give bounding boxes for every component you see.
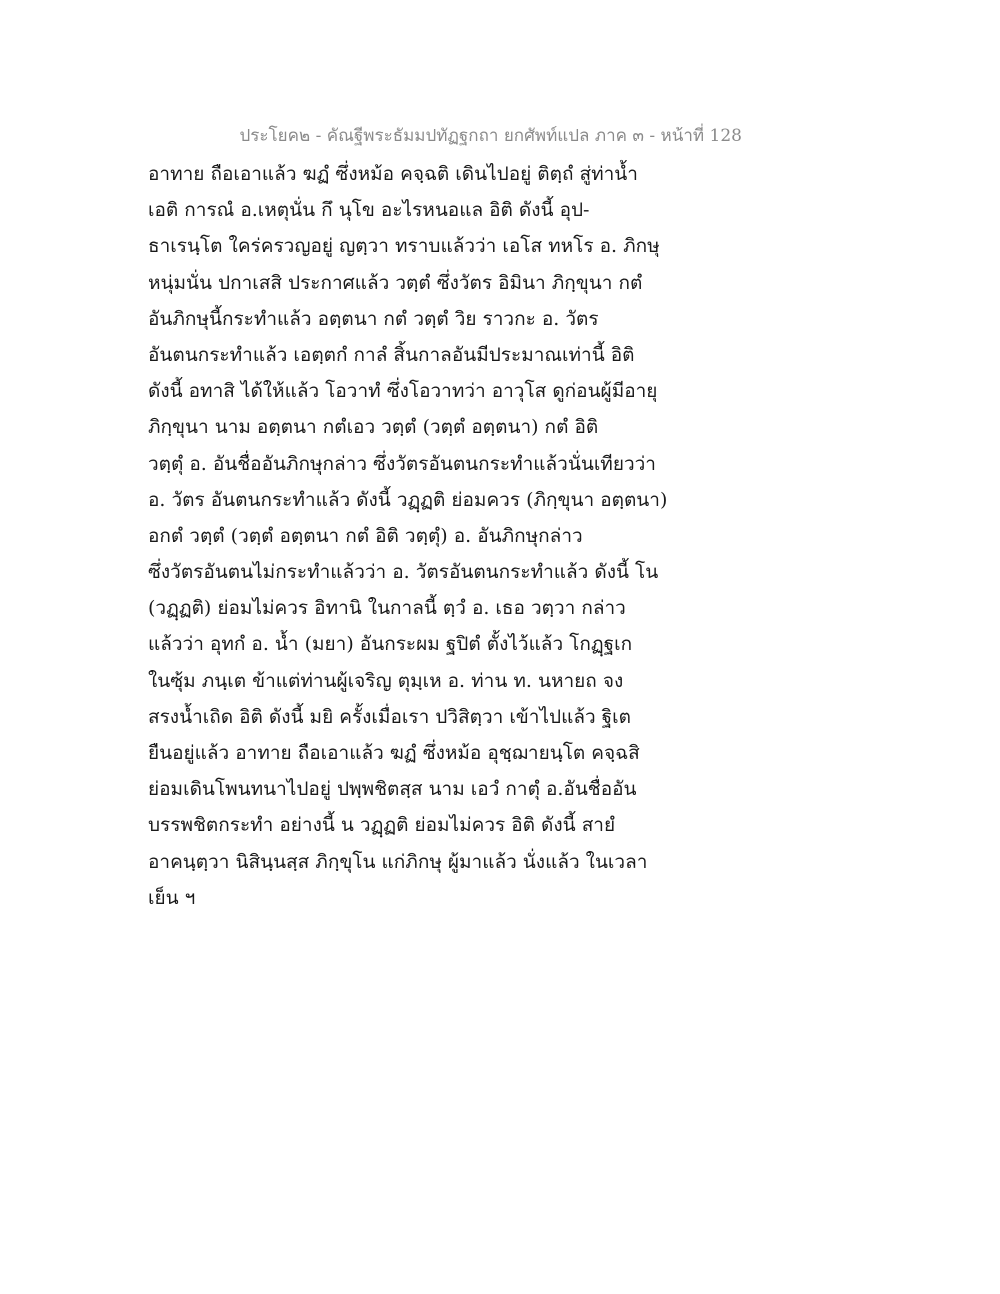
text-line: สรงน้ำเถิด อิติ ดังนี้ มยิ ครั้งเมื่อเรา ปวิสิตฺวา เข้าไปแล้ว ฐิเต [148, 705, 631, 728]
text-line: หนุ่มนั่น ปกาเสสิ ประกาศแล้ว วตฺตํ ซึ่งวัตร อิมินา ภิกฺขุนา กตํ [148, 271, 643, 294]
text-line: ดังนี้ อทาสิ ได้ให้แล้ว โอวาทํ ซึ่งโอวาทว่า อาวุโส ดูก่อนผู้มีอายุ [148, 380, 658, 403]
text-line: แล้วว่า อุทกํ อ. น้ำ (มยา) อันกระผม ฐปิตํ ตั้งไว้แล้ว โกฏฺฐเก [148, 633, 633, 656]
text-line: ย่อมเดินโพนทนาไปอยู่ ปพฺพชิตสฺส นาม เอวํ กาตุํ อ.อันชื่ออัน [148, 778, 637, 801]
text-line: ในซุ้ม ภนฺเต ข้าแต่ท่านผู้เจริญ ตุมฺเห อ. ท่าน ท. นหายถ จง [148, 669, 624, 692]
text-line: อันภิกษุนี้กระทำแล้ว อตฺตนา กตํ วตฺตํ วิย ราวกะ อ. วัตร [148, 307, 599, 330]
text-line: ธาเรนฺโต ใคร่ครวญอยู่ ญตฺวา ทราบแล้วว่า เอโส ทหโร อ. ภิกษุ [148, 235, 660, 258]
text-line: วตฺตุํ อ. อันชื่ออันภิกษุกล่าว ซึ่งวัตรอันตนกระทำแล้วนั่นเทียวว่า [148, 452, 656, 475]
text-line: อ. วัตร อันตนกระทำแล้ว ดังนี้ วฏฺฏติ ย่อมควร (ภิกฺขุนา อตฺตนา) [148, 488, 668, 511]
text-line: เอติ การณํ อ.เหตุนั่น กึ นุโข อะไรหนอแล อิติ ดังนี้ อุป- [148, 199, 590, 222]
text-line: บรรพชิตกระทำ อย่างนี้ น วฏฺฏติ ย่อมไม่ควร อิติ ดังนี้ สายํ [148, 814, 616, 837]
text-line: ซึ่งวัตรอันตนไม่กระทำแล้วว่า อ. วัตรอันตนกระทำแล้ว ดังนี้ โน [148, 561, 659, 584]
text-line: เย็น ฯ [148, 886, 196, 909]
text-line: ยืนอยู่แล้ว อาทาย ถือเอาแล้ว ฆฏํ ซึ่งหม้อ อุชฺฌายนฺโต คจฺฉสิ [148, 742, 640, 764]
text-line: (วฏฺฏติ) ย่อมไม่ควร อิทานิ ในกาลนี้ ตฺวํ อ. เธอ วตฺวา กล่าว [148, 597, 626, 620]
text-line: ภิกฺขุนา นาม อตฺตนา กตํเอว วตฺตํ (วตฺตํ อตฺตนา) กตํ อิติ [148, 416, 599, 439]
text-line: อาคนฺตฺวา นิสินฺนสฺส ภิกฺขุโน แก่ภิกษุ ผู้มาแล้ว นั่งแล้ว ในเวลา [148, 850, 648, 873]
text-line: อาทาย ถือเอาแล้ว ฆฏํ ซึ่งหม้อ คจฺฉติ เดินไปอยู่ ติตฺถํ สู่ท่าน้ำ [148, 163, 638, 185]
text-line: อันตนกระทำแล้ว เอตฺตกํ กาลํ สิ้นกาลอันมีประมาณเท่านี้ อิติ [148, 343, 635, 366]
text-line: อกตํ วตฺตํ (วตฺตํ อตฺตนา กตํ อิติ วตฺตุํ) อ. อันภิกษุกล่าว [148, 524, 583, 547]
body-text [148, 156, 708, 916]
running-header: ประโยค๒ - คัณฐีพระธัมมปทัฏฐกถา ยกศัพท์แปล ภาค ๓ - หน้าที่ 128 [239, 126, 742, 146]
